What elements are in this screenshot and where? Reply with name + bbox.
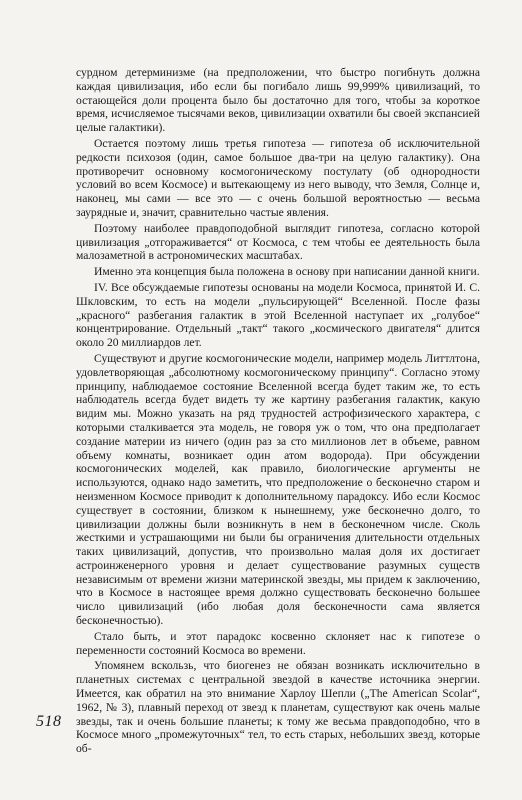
paragraph: сурдном детерминизме (на предположении, что быстро погибнуть должна каждая цивилизация, ибо если бы погибало лишь 99,999% цивилизаций, то остающейся доли процента было бы достаточно для того, чтобы за короткое время, исчисляемое тысячами веков, цивилизации охватили бы своей экспансией целые галактики). bbox=[76, 66, 480, 135]
paragraph: Стало быть, и этот парадокс косвенно склоняет нас к гипотезе о переменности состояний Космоса во времени. bbox=[76, 629, 480, 657]
paragraph: IV. Все обсуждаемые гипотезы основаны на модели Космоса, принятой И. С. Шкловским, то есть на модели „пульсирующей“ Вселенной. После фазы „красного“ разбегания галактик в этой Вселенной наступает их „голубое“ концентрирование. Отдельный „такт“ такого „космического двигателя“ длится около 20 миллиардов лет. bbox=[76, 280, 480, 350]
paragraph: Именно эта концепция была положена в основу при написании данной книги. bbox=[94, 265, 480, 279]
paragraph: Остается поэтому лишь третья гипотеза — гипотеза об исключительной редкости психозоя (один, самое большое два-три на целую галактику). Она противоречит основному космогоническому постулату (об однородности условий во всем Космосе) и вытекающему из него выводу, что Земля, Солнце и, наконец, мы сами — все это — с очень большой вероятностью — весьма заурядные и, значит, сравнительно частые явления. bbox=[76, 136, 480, 219]
paragraph: Упомянем вскользь, что биогенез не обязан возникать исключительно в планетных системах с центральной звездой в качестве источника энергии. Имеется, как обратил на это внимание Харлоу Шепли („The American Scolar“, 1962, № 3), плавный переход от звезд к планетам, существуют как очень малые звезды, так и очень большие планеты; к тому же весьма правдоподобно, что в Космосе много „промежуточных“ тел, то есть старых, небольших звезд, которые об- bbox=[76, 659, 480, 756]
body-text bbox=[76, 66, 480, 758]
page-number: 518 bbox=[36, 713, 62, 730]
paragraph: Поэтому наиболее правдоподобной выглядит гипотеза, согласно которой цивилизация „отгораживается“ от Космоса, с тем чтобы ее деятельность была малозаметной в астрономических масштабах. bbox=[76, 221, 480, 263]
paragraph: Существуют и другие космогонические модели, например модель Литтлтона, удовлетворяющая „абсолютному космогоническому принципу“. Согласно этому принципу, наблюдаемое состояние Вселенной всегда будет таким же, то есть наблюдатель всегда будет видеть ту же картину разбегания галактик, какую видим мы. Можно указать на ряд трудностей астрофизического характера, с которыми сталкивается эта модель, не говоря уж о том, что она предполагает создание материи из ничего (один раз за сто миллионов лет в объеме, равном объему комнаты, возникает один атом водорода). При обсуждении космогонических моделей, как правило, биологические аргументы не используются, однако надо заметить, что предположение о бесконечно старом и неизменном Космосе приводит к дополнительному парадоксу. Ибо если Космос существует в состоянии, близком к нынешнему, уже бесконечно долго, то цивилизации должны были возникнуть в нем в бесконечном числе. Сколь жесткими и устрашающими ни были бы ограничения длительности отдельных таких цивилизаций, допустив, что произвольно малая доля их достигает астроинженерного уровня и делает существование разумных существ независимым от времени жизни материнской звезды, мы придем к заключению, что в Космосе в настоящее время должно существовать бесконечно большее число цивилизаций (ибо любая доля бесконечности сама является бесконечностью). bbox=[76, 351, 480, 628]
